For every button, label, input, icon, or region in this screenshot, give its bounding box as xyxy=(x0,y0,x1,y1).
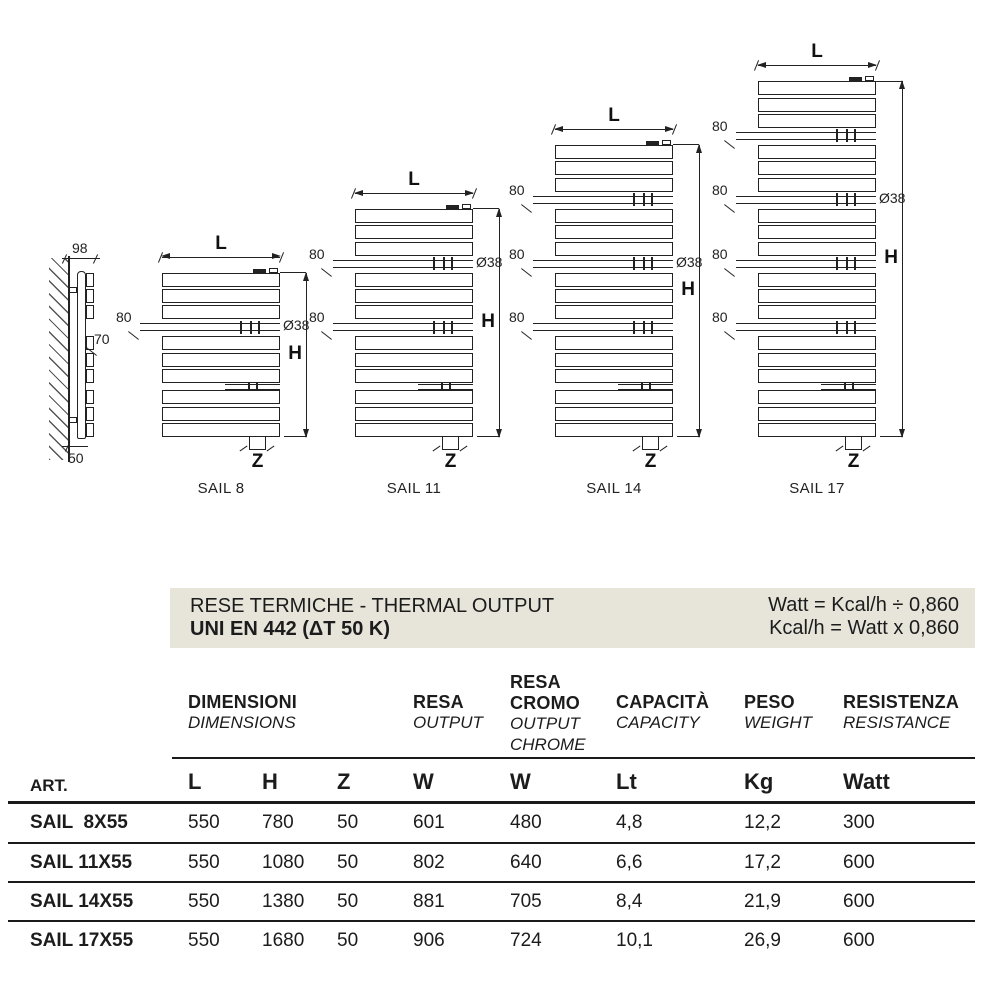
radiator-slat xyxy=(555,178,673,192)
radiator-slat xyxy=(355,209,473,223)
pipe-fitting-tick xyxy=(651,257,653,270)
dim-label-z: Z xyxy=(444,450,457,472)
pipe-fitting-tick xyxy=(250,321,252,334)
radiator-slat xyxy=(758,145,876,159)
pipe-fitting-tick xyxy=(846,257,848,270)
side-slat-section xyxy=(86,353,94,367)
spec-row-art: SAIL 14X55 xyxy=(30,891,134,912)
pipe-fitting-tick xyxy=(643,193,645,206)
short-pipe xyxy=(821,384,876,390)
dim-label-z: Z xyxy=(847,450,860,472)
column-group-label: CAPACITÀ xyxy=(616,692,710,712)
side-slat-section xyxy=(86,273,94,287)
valve-cap xyxy=(462,204,471,209)
dim-label-pipe-offset: 80 xyxy=(712,117,728,134)
dim-line-h xyxy=(902,81,903,437)
wall-bracket xyxy=(69,287,77,293)
dim-arrow xyxy=(321,268,332,277)
valve-cap xyxy=(269,268,278,273)
vent-dash xyxy=(849,77,862,81)
table-rule-header xyxy=(172,757,975,759)
radiator-slat xyxy=(162,353,280,367)
spec-row-value: 550 xyxy=(188,930,220,951)
pipe-fitting-tick xyxy=(846,193,848,206)
spec-row-value: 881 xyxy=(413,891,445,912)
drain-stub xyxy=(442,437,459,450)
radiator-slat xyxy=(555,336,673,350)
dim-line-h xyxy=(306,273,307,437)
radiator-slat xyxy=(355,369,473,383)
dim-tick xyxy=(633,446,641,452)
dim-label-h: H xyxy=(884,247,898,269)
vent-dash xyxy=(446,205,459,209)
spec-row-value: 21,9 xyxy=(744,891,781,912)
dim-label-l: L xyxy=(215,232,227,254)
radiator-slat xyxy=(555,273,673,287)
side-dim-slat: 70 xyxy=(94,331,110,347)
pipe-fitting-tick xyxy=(846,321,848,334)
table-rule-row xyxy=(8,920,975,922)
pipe-fitting-tick xyxy=(836,321,838,334)
radiator-slat xyxy=(758,423,876,437)
dim-arrow xyxy=(128,331,139,340)
radiator-slat xyxy=(758,369,876,383)
drain-stub xyxy=(845,437,862,450)
unit-header: Z xyxy=(337,769,351,794)
radiator-name: SAIL 11 xyxy=(386,479,442,497)
short-pipe xyxy=(225,384,280,390)
pipe-fitting-tick xyxy=(836,193,838,206)
arrowhead-up xyxy=(696,144,702,153)
radiator-slat xyxy=(555,369,673,383)
radiator-slat xyxy=(555,209,673,223)
pipe-fitting-tick xyxy=(836,257,838,270)
unit-header: H xyxy=(262,769,278,794)
radiator-slat xyxy=(555,390,673,404)
formula-watt-line: Watt = Kcal/h ÷ 0,860 xyxy=(768,594,959,616)
spec-row-value: 705 xyxy=(510,891,542,912)
spec-row-value: 640 xyxy=(510,852,542,873)
dim-label-h: H xyxy=(481,310,495,332)
column-group-sublabel: DIMENSIONS xyxy=(188,713,296,732)
radiator-slat xyxy=(355,273,473,287)
dim-label-pipe-offset: 80 xyxy=(309,245,325,262)
side-dim-bottom: 50 xyxy=(68,450,84,466)
unit-header: W xyxy=(413,769,434,794)
pipe-fitting-tick xyxy=(433,321,435,334)
spec-row-value: 12,2 xyxy=(744,812,781,833)
dim-label-h: H xyxy=(288,342,302,364)
unit-header: Kg xyxy=(744,769,774,794)
spec-row-value: 550 xyxy=(188,812,220,833)
dim-tick xyxy=(863,445,871,451)
pipe-fitting-tick xyxy=(854,257,856,270)
radiator-slat xyxy=(758,273,876,287)
dim-label-pipe-offset: 80 xyxy=(309,309,325,326)
pipe-fitting-tick xyxy=(651,193,653,206)
dim-tick xyxy=(660,446,668,452)
column-group-label: DIMENSIONI xyxy=(188,692,298,712)
column-group-sublabel: OUTPUT xyxy=(413,713,483,732)
ext-line xyxy=(280,272,306,273)
spec-row-value: 724 xyxy=(510,930,542,951)
arrowhead-down xyxy=(303,429,309,438)
dim-label-z: Z xyxy=(251,450,264,472)
arrowhead-down xyxy=(696,429,702,438)
radiator-slat xyxy=(162,336,280,350)
radiator-name: SAIL 14 xyxy=(586,480,642,497)
pipe-fitting-tick xyxy=(633,193,635,206)
radiator-slat xyxy=(355,305,473,319)
side-slat-section xyxy=(86,407,94,421)
wall-hatching xyxy=(49,258,68,460)
spec-row-value: 1380 xyxy=(262,891,305,912)
valve-cap xyxy=(865,76,874,81)
pipe-fitting-tick xyxy=(643,321,645,334)
radiator-slat xyxy=(355,423,473,437)
side-slat-section xyxy=(86,305,94,319)
radiator-diagram-sail-11 xyxy=(309,168,503,497)
dim-label-z: Z xyxy=(644,451,657,472)
dim-arrow xyxy=(724,204,735,213)
spec-row-value: 1080 xyxy=(262,852,305,873)
unit-header: Lt xyxy=(616,769,637,794)
spec-row-value: 600 xyxy=(843,930,875,951)
radiator-slat xyxy=(758,390,876,404)
table-rule-row xyxy=(8,842,975,844)
radiator-slat xyxy=(758,242,876,256)
dim-label-pipe-diameter: Ø38 xyxy=(283,317,310,334)
radiator-slat xyxy=(555,242,673,256)
spec-row-value: 600 xyxy=(843,852,875,873)
column-group-label: RESA xyxy=(413,692,464,712)
spec-row-art: SAIL 17X55 xyxy=(30,930,134,951)
pipe-fitting-tick xyxy=(451,257,453,270)
arrowhead-up xyxy=(899,80,905,89)
spec-row-art: SAIL 11X55 xyxy=(30,852,133,873)
radiator-slat xyxy=(555,161,673,175)
dim-line-l xyxy=(162,257,280,258)
vent-dash xyxy=(646,141,659,145)
radiator-slat xyxy=(162,305,280,319)
side-slat-section xyxy=(86,423,94,437)
radiator-slat xyxy=(758,114,876,128)
pipe-fitting-tick xyxy=(633,321,635,334)
radiator-slat xyxy=(758,209,876,223)
table-rule-row xyxy=(8,881,975,883)
radiator-slat xyxy=(758,289,876,303)
pipe-fitting-tick xyxy=(854,129,856,142)
dim-arrow xyxy=(724,268,735,277)
dim-label-pipe-diameter: Ø38 xyxy=(879,189,906,206)
column-group-label: RESA xyxy=(510,672,561,692)
dim-label-l: L xyxy=(608,105,620,126)
dim-label-pipe-offset: 80 xyxy=(509,181,525,198)
spec-row-art: SAIL 8X55 xyxy=(30,812,128,833)
dim-tick xyxy=(267,445,275,451)
radiator-slat xyxy=(355,390,473,404)
radiator-slat xyxy=(758,353,876,367)
pipe-fitting-tick xyxy=(451,321,453,334)
spec-row-value: 8,4 xyxy=(616,891,643,912)
radiator-slat xyxy=(355,407,473,421)
dim-arrow xyxy=(521,331,532,340)
spec-row-value: 802 xyxy=(413,852,445,873)
arrowhead-up xyxy=(303,272,309,281)
radiator-diagram-sail-14 xyxy=(509,105,703,497)
radiator-slat xyxy=(555,289,673,303)
thermal-title-line1: RESE TERMICHE - THERMAL OUTPUT xyxy=(190,595,555,617)
drain-stub xyxy=(642,437,659,450)
ext-line xyxy=(876,81,902,82)
wall-bracket xyxy=(69,417,77,423)
side-slat-section xyxy=(86,289,94,303)
radiator-slat xyxy=(355,225,473,239)
unit-header: Watt xyxy=(843,769,890,794)
spec-row-value: 300 xyxy=(843,812,875,833)
pipe-fitting-tick xyxy=(258,321,260,334)
spec-row-value: 780 xyxy=(262,812,294,833)
dim-line-h xyxy=(499,209,500,437)
dim-tick xyxy=(240,445,248,451)
pipe-fitting-tick xyxy=(643,257,645,270)
pipe-fitting-tick xyxy=(443,321,445,334)
spec-row-value: 17,2 xyxy=(744,852,781,873)
dim-line-h xyxy=(699,145,700,437)
dim-label-pipe-offset: 80 xyxy=(712,181,728,198)
column-group-sublabel: CAPACITY xyxy=(616,713,700,732)
spec-row-value: 50 xyxy=(337,930,359,951)
radiator-slat xyxy=(355,242,473,256)
column-group-sublabel: CHROME xyxy=(510,735,586,754)
radiator-slat xyxy=(758,178,876,192)
pipe-fitting-tick xyxy=(651,321,653,334)
spec-row-value: 6,6 xyxy=(616,852,643,873)
pipe-fitting-tick xyxy=(846,129,848,142)
radiator-slat xyxy=(355,289,473,303)
radiator-diagram-sail-8 xyxy=(116,232,310,497)
thermal-output-header-band xyxy=(170,588,975,648)
radiator-slat xyxy=(162,407,280,421)
radiator-slat xyxy=(758,161,876,175)
pipe-fitting-tick xyxy=(633,257,635,270)
radiator-name: SAIL 17 xyxy=(789,479,845,497)
side-panel xyxy=(77,271,86,439)
dim-arrow xyxy=(521,268,532,277)
dim-label-pipe-diameter: Ø38 xyxy=(676,253,703,270)
spec-row-value: 26,9 xyxy=(744,930,781,951)
dim-line-l xyxy=(355,193,473,194)
side-dim-depth: 98 xyxy=(72,240,88,256)
drain-stub xyxy=(249,437,266,450)
spec-row-value: 550 xyxy=(188,891,220,912)
pipe-fitting-tick xyxy=(836,129,838,142)
side-slat-section xyxy=(86,369,94,383)
column-group-label: CROMO xyxy=(510,693,580,713)
table-rule-subheader xyxy=(8,801,975,804)
formula-kcal-line: Kcal/h = Watt x 0,860 xyxy=(769,617,959,639)
spec-row-value: 10,1 xyxy=(616,930,653,951)
vent-dash xyxy=(253,269,266,273)
dim-label-h: H xyxy=(681,279,695,300)
dim-tick xyxy=(433,445,441,451)
radiator-slat xyxy=(758,336,876,350)
dim-label-pipe-diameter: Ø38 xyxy=(476,253,503,270)
short-pipe xyxy=(418,384,473,390)
dim-arrow xyxy=(724,331,735,340)
spec-row-value: 480 xyxy=(510,812,542,833)
spec-row-value: 550 xyxy=(188,852,220,873)
dim-label-pipe-offset: 80 xyxy=(712,245,728,262)
side-slat-section xyxy=(86,390,94,404)
pipe-fitting-tick xyxy=(240,321,242,334)
radiator-slat xyxy=(162,273,280,287)
dim-arrow xyxy=(321,331,332,340)
radiator-slat xyxy=(555,353,673,367)
arrowhead-up xyxy=(496,208,502,217)
radiator-slat xyxy=(555,225,673,239)
radiator-slat xyxy=(162,289,280,303)
art-column-label: ART. xyxy=(30,776,68,795)
radiator-slat xyxy=(555,305,673,319)
radiator-name: SAIL 8 xyxy=(197,479,245,497)
spec-row-value: 4,8 xyxy=(616,812,643,833)
spec-row-value: 50 xyxy=(337,852,359,873)
dim-label-pipe-offset: 80 xyxy=(509,245,525,262)
valve-cap xyxy=(662,140,671,145)
dim-label-pipe-offset: 80 xyxy=(712,309,728,326)
dim-tick xyxy=(460,445,468,451)
radiator-slat xyxy=(758,305,876,319)
dim-label-pipe-offset: 80 xyxy=(509,309,525,326)
column-group-sublabel: OUTPUT xyxy=(510,714,580,733)
spec-row-value: 1680 xyxy=(262,930,305,951)
dim-label-pipe-offset: 80 xyxy=(116,309,132,326)
dim-label-l: L xyxy=(811,41,823,63)
radiator-slat xyxy=(555,145,673,159)
radiator-diagram-sail-17 xyxy=(712,41,906,497)
dim-tick xyxy=(836,445,844,451)
column-group-sublabel: RESISTANCE xyxy=(843,713,951,732)
radiator-slat xyxy=(758,225,876,239)
pipe-fitting-tick xyxy=(433,257,435,270)
arrowhead-down xyxy=(899,429,905,438)
unit-header: W xyxy=(510,769,531,794)
dim-line-l xyxy=(555,129,673,130)
spec-row-value: 906 xyxy=(413,930,445,951)
pipe-fitting-tick xyxy=(443,257,445,270)
dim-label-l: L xyxy=(408,168,420,190)
pipe-fitting-tick xyxy=(854,193,856,206)
ext-line xyxy=(473,208,499,209)
radiator-slat xyxy=(355,353,473,367)
column-group-label: PESO xyxy=(744,692,795,712)
arrowhead-down xyxy=(496,429,502,438)
radiator-slat xyxy=(555,423,673,437)
spec-row-value: 600 xyxy=(843,891,875,912)
radiator-slat xyxy=(162,423,280,437)
spec-row-value: 601 xyxy=(413,812,445,833)
radiator-slat xyxy=(758,98,876,112)
radiator-slat xyxy=(758,81,876,95)
radiator-slat xyxy=(758,407,876,421)
dim-arrow xyxy=(521,204,532,213)
dim-tick xyxy=(93,254,98,264)
spec-row-value: 50 xyxy=(337,812,359,833)
ext-line xyxy=(673,144,699,145)
radiator-slat xyxy=(162,369,280,383)
pipe-fitting-tick xyxy=(854,321,856,334)
thermal-title-line2: UNI EN 442 (ΔT 50 K) xyxy=(190,618,390,640)
dim-arrow xyxy=(724,140,735,149)
dim-line-l xyxy=(758,65,876,66)
radiator-slat xyxy=(355,336,473,350)
spec-row-value: 50 xyxy=(337,891,359,912)
radiator-slat xyxy=(555,407,673,421)
radiator-slat xyxy=(162,390,280,404)
column-group-sublabel: WEIGHT xyxy=(744,713,812,732)
unit-header: L xyxy=(188,769,202,794)
column-group-label: RESISTENZA xyxy=(843,692,960,712)
short-pipe xyxy=(618,384,673,390)
